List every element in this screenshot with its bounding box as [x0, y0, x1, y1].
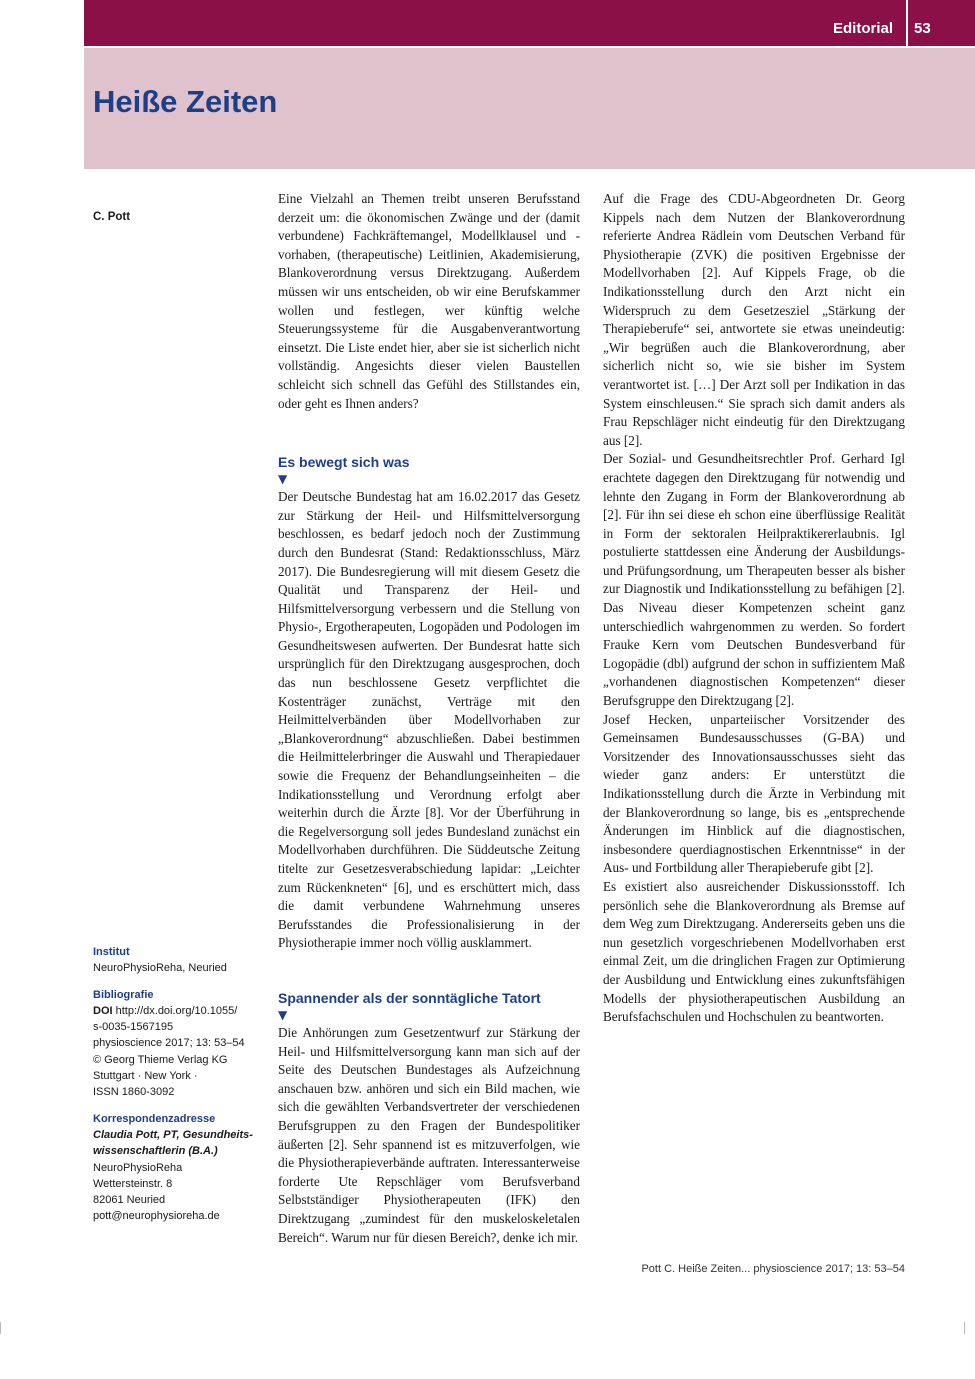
- paragraph-4: Der Sozial- und Gesundheitsrechtler Prof. Gerhard Igl erachtete dagegen den Direktzugang für notwendig und lehnte den Zugang in Form der Blankoverordnung ab [2]. Für ihn sei diese eh schon eine überflüssige Realität in Form der sektoralen Heilpraktikererlaubnis. Igl postulierte stattdessen eine Änderung der Ausbildungs- und Prüfungsordnung, um Therapeuten besser als bisher zur Diagnostik und Indikationsstellung zu befähigen [2]. Das Niveau dieser Kompetenzen scheint ganz unterschiedlich wahrgenommen zu werden. So fordert Frauke Kern vom Deutschen Bundesverband für Logopädie (dbl) aufgrund der schon in suffizientem Maß „vorhandenen diagnostischen Kompetenzen“ dieser Berufsgruppe den Direktzugang [2].: [603, 451, 905, 709]
- page-footer: Pott C. Heiße Zeiten... physioscience 2017; 13: 53–54: [641, 1263, 905, 1275]
- doi-link[interactable]: http://dx.doi.org/10.1055/: [115, 1004, 238, 1017]
- section-heading-2: Spannender als der sonntägliche Tatort: [278, 989, 541, 1006]
- contact-email[interactable]: pott@neurophysioreha.de: [93, 1210, 220, 1223]
- section-label: Editorial: [832, 20, 893, 37]
- section-heading-1: Es bewegt sich was: [278, 454, 410, 471]
- header-bar: [84, 0, 975, 46]
- header-divider: [906, 0, 908, 46]
- publisher-city: Stuttgart · New York ·: [93, 1070, 198, 1083]
- intro-paragraph: Eine Vielzahl an Themen treibt unseren Berufsstand derzeit um: die ökonomischen Zwänge und der (damit verbundene) Fachkräftemangel, Modellklausel und -vorhaben, (therapeutische) Leitlinien, Akademisierung, Blankoverordnung versus Direktzugang. Außerdem müssen wir uns entscheiden, ob wir eine Berufskammer wollen und festlegen, wer künftig welche Steuerungssysteme für die Ausgabenverantwortung einsetzt. Die Liste endet hier, aber sie ist sicherlich nicht vollständig. Angesichts dieser vielen Baustellen schleicht sich schnell das Gefühl des Stillstandes ein, oder geht es Ihnen anders?: [278, 191, 580, 411]
- title-band: [84, 48, 975, 169]
- doi-line-2: s-0035-1567195: [93, 1021, 174, 1034]
- triangle-down-icon: ▼: [278, 1007, 288, 1022]
- issn: ISSN 1860-3092: [93, 1086, 175, 1099]
- paragraph-5: Josef Hecken, unparteiischer Vorsitzender des Gemeinsamen Bundesausschusses (G-BA) und Vorsitzender des Innovationsausschusses sieht das wieder ganz anders: Er unterstützt die Indikationsstellung durch die Ärzte in Verbindung mit der Blankoverordnung so lange, bis es „entsprechende Änderungen im Hinblick auf die diagnostischen, insbesondere querdiagnostischen Erkenntnisse“ in der Aus- und Fortbildung aller Therapieberufe gibt [2].: [603, 711, 905, 876]
- paragraph-3: Auf die Frage des CDU-Abgeordneten Dr. Georg Kippels nach dem Nutzen der Blankoverordnung referierte Andrea Rädlein vom Deutschen Verband für Physiotherapie (ZVK) die positiven Ergebnisse der Modellvorhaben [2]. Auf Kippels Frage, ob die Indikationsstellung durch den Arzt nicht ein Widerspruch zu dem Gesetzesziel „Stärkung der Therapieberufe“ sei, antwortete sie etwas uneindeutig: „Wir begrüßen auch die Blankoverordnung, aber sicherlich nicht so, wie sie bisher im System verantwortet ist. […] Der Arzt soll per Indikation in das System einschleusen.“ Sie sprach sich damit anders als Frau Repschläger nicht eindeutig für den Direktzugang aus [2].: [603, 191, 905, 448]
- doi-line: [93, 1003, 263, 1019]
- body-column-2: [603, 190, 905, 1027]
- contact-org: NeuroPhysioReha: [93, 1161, 183, 1174]
- citation: physioscience 2017; 13: 53–54: [93, 1037, 245, 1050]
- bibliografie-heading: Bibliografie: [93, 988, 154, 1001]
- page-title: Heiße Zeiten: [93, 84, 278, 119]
- sidebar-metadata: [93, 944, 263, 1225]
- triangle-down-icon: ▼: [278, 472, 288, 487]
- section2-paragraph: Die Anhörungen zum Gesetzentwurf zur Stärkung der Heil- und Hilfsmittelversorgung kann man sich auf der Seite des Deutschen Bundestages als Aufzeichnung anschauen bzw. anhören und sich ein Bild machen, wie sich die gewählten Verbandsvertreter der verschiedenen Berufsgruppen zu den Fragen der Bundespolitiker äußerten [2]. Sehr spannend ist es mitzuverfolgen, wie die Physiotherapieverbände auftraten. Interessanterweise forderte Ute Repschläger vom Berufsverband Selbstständiger Physiotherapeuten (IFK) den Direktzugang „zumindest für den muskeloskeletalen Bereich“. Warum nur für diesen Bereich?, denke ich mir.: [278, 1024, 580, 1245]
- doi-label: DOI: [93, 1004, 113, 1017]
- contact-city: 82061 Neuried: [93, 1194, 166, 1207]
- paragraph-6: Es existiert also ausreichender Diskussionsstoff. Ich persönlich sehe die Blankoverordnung als Bremse auf dem Weg zum Direktzugang. Andererseits geben uns die nun gesetzlich vorgeschriebenen Modellvorhaben erst einmal Zeit, um die dringlichen Fragen zur Optimierung der Ausbildung und Entwicklung eines zukunftsfähigen Modells der physiotherapeutischen Ausbildung an Berufsfachschulen und Hochschulen zu beantworten.: [603, 878, 905, 1025]
- institut: NeuroPhysioReha, Neuried: [93, 962, 227, 975]
- crop-mark: [964, 1322, 965, 1334]
- body-column-1: [278, 190, 580, 1247]
- section1-paragraph: Der Deutsche Bundestag hat am 16.02.2017 das Gesetz zur Stärkung der Heil- und Hilfsmittelversorgung beschlossen, es bedarf jedoch noch der Zustimmung durch den Bundesrat (Stand: Redaktionsschluss, März 2017). Die Bundesregierung will mit diesem Gesetz die Qualität und Transparenz der Heil- und Hilfsmittelversorgung verbessern und die Stellung von Physio-, Ergotherapeuten, Logopäden und Podologen im Gesundheitswesen aufwerten. Der Bundesrat hatte sich ursprünglich für den Direktzugang ausgesprochen, doch das nun beschlossene Gesetz verpflichtet die Kostenträger zunächst, Verträge mit den Heilmittelverbänden über Modellvorhaben zur „Blankoverordnung“ abzuschließen. Dabei bestimmen die Heilmittelerbringer die Auswahl und Therapiedauer sowie die Frequenz der Behandlungseinheiten – die Indikationsstellung und Verordnung erfolgt aber weiterhin durch die Ärzte [8]. Vor der Überführung in die Regelversorgung soll jedes Bundesland zunächst ein Modellvorhaben durchführen. Die Süddeutsche Zeitung titelte zur Gesetzesverabschiedung lapidar: „Leichter zum Rückenkneten“ [6], und es erschüttert mich, dass die damit verbundene Wahrnehmung unseres Berufsstandes die Professionalisierung in der Physiotherapie immer noch völlig ausklammert.: [278, 489, 580, 951]
- copyright: © Georg Thieme Verlag KG: [93, 1053, 228, 1066]
- author: C. Pott: [93, 211, 131, 223]
- contact-name-line2: wissenschaftlerin (B.A.): [93, 1145, 218, 1158]
- korrespondenz-heading: Korrespondenzadresse: [93, 1112, 216, 1125]
- institut-heading: Institut: [93, 946, 130, 958]
- contact-name-line1: Claudia Pott, PT, Gesundheits-: [93, 1128, 253, 1141]
- contact-street: Wettersteinstr. 8: [93, 1177, 173, 1190]
- crop-mark: [0, 1322, 1, 1334]
- page-number: 53: [914, 20, 931, 37]
